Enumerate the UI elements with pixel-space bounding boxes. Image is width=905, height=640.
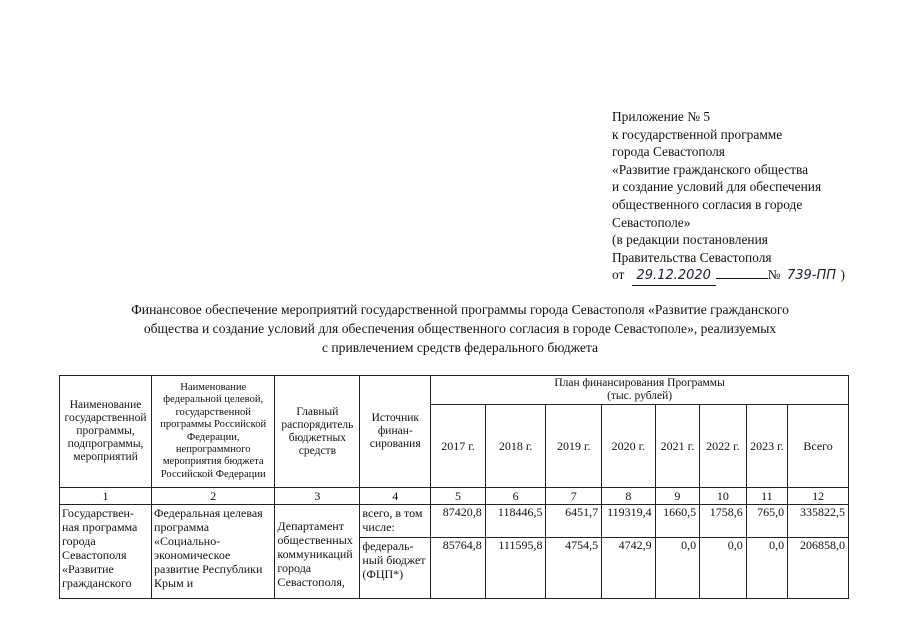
value-cell: 87420,8 [431,505,486,538]
header-total: Всего [788,405,849,488]
value-cell: 1660,5 [655,505,700,538]
number-label: № [767,267,781,283]
column-number: 9 [655,488,700,505]
handwritten-date: 29.12.2020 [632,267,716,286]
federal-program-cell: Федеральная целевая программа «Социально-экономическое развитие Республики Крым и [152,505,275,599]
header-program-name: Наименование государственной программы, подпрограммы, мероприятий [60,376,152,488]
header-financing-plan [431,376,849,405]
appendix-line: к государственной программе [612,126,783,142]
appendix-line: общественного согласия в городе [612,196,803,212]
appendix-line: города Севастополя [612,144,725,160]
financing-table [59,375,849,599]
value-cell: 111595,8 [485,538,546,599]
header-year: 2020 г. [602,405,656,488]
appendix-line: и создание условий для обеспечения [612,179,822,195]
column-number: 10 [700,488,747,505]
table-row [60,505,849,538]
value-cell: 6451,7 [546,505,602,538]
value-cell: 4754,5 [546,538,602,599]
appendix-line: Приложение № 5 [612,109,711,124]
value-cell: 206858,0 [788,538,849,599]
title-line: с привлечением средств федерального бюджета [321,340,599,355]
appendix-line: Севастополе» [612,214,691,230]
column-number-row [60,488,849,505]
appendix-line: «Развитие гражданского общества [612,161,809,177]
column-number: 7 [546,488,602,505]
header-year: 2018 г. [485,405,546,488]
document-title [70,300,850,357]
column-number: 3 [275,488,360,505]
source-cell: федераль-ный бюджет (ФЦП*) [360,538,431,599]
header-federal-program: Наименование федеральной целевой, государственной программы Российской Федерации, непрограммного мероприятия бюджета Российской Федерации [152,376,275,488]
header-year: 2017 г. [431,405,486,488]
value-cell: 0,0 [746,538,787,599]
column-number: 8 [602,488,656,505]
value-cell: 4742,9 [602,538,656,599]
from-label: от [612,267,625,283]
column-number: 6 [485,488,546,505]
value-cell: 1758,6 [700,505,747,538]
source-cell: всего, в том числе: [360,505,431,538]
header-funding-source: Источник финан-сирования [360,376,431,488]
header-year: 2019 г. [546,405,602,488]
title-line: Финансовое обеспечение мероприятий государственной программы города Севастополя «Развитие гражданского [131,302,789,317]
header-year: 2023 г. [746,405,787,488]
column-number: 1 [60,488,152,505]
plan-units: (тыс. рублей) [607,390,673,402]
value-cell: 118446,5 [485,505,546,538]
header-year: 2022 г. [700,405,747,488]
title-line: общества и создание условий для обеспечения общественного согласия в городе Севастополе», реализуемых [143,321,777,336]
resolution-reference [612,266,902,286]
appendix-line: (в редакции постановления [612,232,768,248]
closing-paren: ) [840,267,845,283]
header-budget-manager: Главный распорядитель бюджетных средств [275,376,360,488]
appendix-block [612,108,902,286]
blank-underline [716,277,768,279]
column-number: 2 [152,488,275,505]
column-number: 4 [360,488,431,505]
value-cell: 119319,4 [602,505,656,538]
header-year: 2021 г. [655,405,700,488]
value-cell: 765,0 [746,505,787,538]
value-cell: 85764,8 [431,538,486,599]
handwritten-number: 739-ПП [786,268,837,284]
program-name-cell: Государствен-ная программа города Севастополя «Развитие гражданского [60,505,152,599]
value-cell: 335822,5 [788,505,849,538]
value-cell: 0,0 [655,538,700,599]
column-number: 11 [746,488,787,505]
column-number: 5 [431,488,486,505]
plan-title: План финансирования Программы [554,377,725,389]
budget-manager-cell: Департамент общественных коммуникаций города Севастополя, [275,505,360,599]
appendix-line: Правительства Севастополя [612,249,772,265]
value-cell: 0,0 [700,538,747,599]
column-number: 12 [788,488,849,505]
